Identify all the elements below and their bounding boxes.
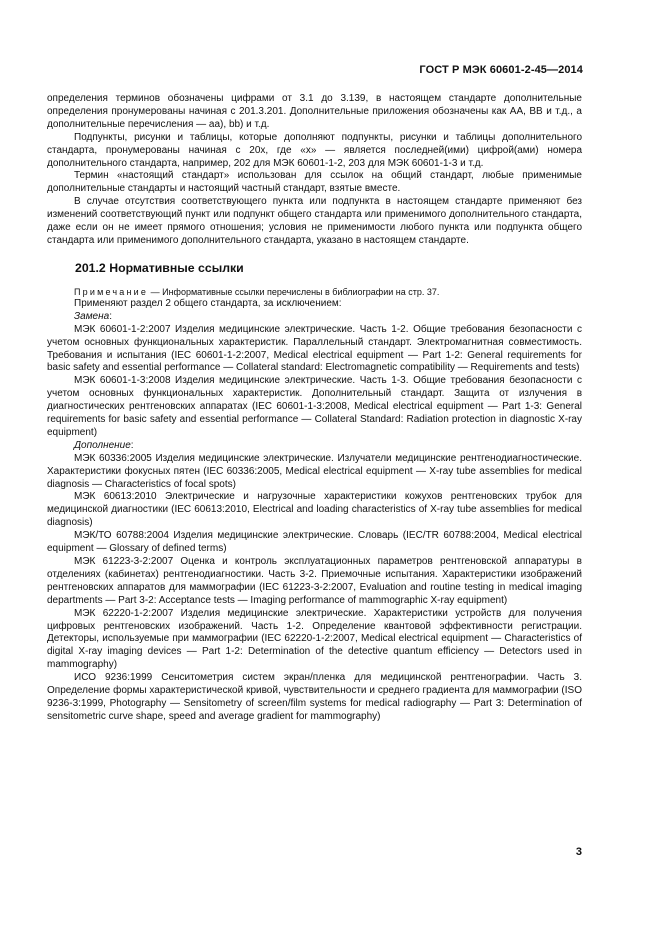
section-heading: 201.2 Нормативные ссылки bbox=[75, 260, 244, 275]
reference-iec-61223-3-2: МЭК 61223-3-2:2007 Оценка и контроль эксплуатационных параметров рентгеновской аппаратуры в отделениях (кабинетах) рентгенодиагностики. Часть 3-2. Приемочные испытания. Характеристики изображений рентгеновских аппаратов для маммографии (IEC 61223-3-2:2007, Evaluation and routine testing in medical imaging departments — Part 3-2: Acceptance tests — Imaging performance of mammographic X-ray equipment) bbox=[47, 556, 582, 606]
note bbox=[47, 286, 582, 298]
note-text: — Информативные ссылки перечислены в библиографии на стр. 37. bbox=[148, 286, 440, 297]
note-label: Примечание bbox=[74, 286, 149, 297]
replacement-label: Замена bbox=[74, 310, 110, 322]
reference-iec-60613: МЭК 60613:2010 Электрические и нагрузочные характеристики кожухов рентгеновских трубок для медицинской диагностики (IEC 60613:2010, Electrical and loading characteristics of X-ray tube assemblies for medical diagnosis) bbox=[47, 491, 582, 529]
replacement-label-line bbox=[47, 311, 582, 324]
addition-label-line bbox=[47, 440, 582, 453]
reference-iso-9236-3: ИСО 9236:1999 Сенситометрия систем экран/пленка для медицинской рентгенографии. Часть 3. Определение формы характеристической кривой, чувствительности и среднего градиента для маммографии (ISO 9236-3:1999, Photography — Sensitometry of screen/film systems for medical radiography — Part 3: Determination of sensitometric curve shape, speed and average gradient for mammography) bbox=[47, 672, 582, 722]
reference-iec-60601-1-3: МЭК 60601-1-3:2008 Изделия медицинские электрические. Часть 1-3. Общие требования безопасности с учетом основных функциональных характеристик. Дополнительный стандарт. Защита от излучения в диагностических рентгеновских аппаратах (IEC 60601-1-3:2008, Medical electrical equipment — Part 1-3: General requirements for basic safety and essential performance — Collateral Standard: Radiation protection in diagnostic X-ray equipment) bbox=[47, 375, 582, 438]
addition-label: Дополнение bbox=[74, 439, 131, 451]
reference-iec-62220-1-2: МЭК 62220-1-2:2007 Изделия медицинские электрические. Характеристики устройств для получения цифровых рентгеновских изображений. Часть 1-2. Определение квантовой эффективности регистрации. Детекторы, используемые при маммографии (IEC 62220-1-2:2007, Medical electrical equipment — Characteristics of digital X-ray imaging devices — Part 1-2: Determination of the detective quantum efficiency — Detectors used in mammography) bbox=[47, 607, 582, 671]
intro-paragraph-4: В случае отсутствия соответствующего пункта или подпункта в настоящем стандарте применяют без изменений соответствующий пункт или подпункт общего стандарта или применимого дополнительного стандарта, даже если он не имеет прямого отношения; условия не применимости любого пункта или подпункта общего стандарта или применимого дополнительного стандарта, указано в настоящем стандарте. bbox=[47, 196, 582, 246]
page-number: 3 bbox=[575, 846, 582, 858]
reference-iec-60336: МЭК 60336:2005 Изделия медицинские электрические. Излучатели медицинские рентгенодиагностические. Характеристики фокусных пятен (IEC 60336:2005, Medical electrical equipment — X-ray tube assemblies for medical diagnosis — Characteristics of focal spots) bbox=[47, 452, 582, 490]
document-header: ГОСТ Р МЭК 60601-2-45—2014 bbox=[419, 64, 583, 76]
intro-paragraph-2: Подпункты, рисунки и таблицы, которые дополняют подпункты, рисунки и таблицы дополнительного стандарта, пронумерованы начиная с 20х, где «х» — является последней(ими) цифрой(ами) номера дополнительного стандарта, например, 202 для МЭК 60601-1-2, 203 для МЭК 60601-1-3 и т.д. bbox=[47, 131, 582, 169]
replacement-colon: : bbox=[109, 310, 112, 322]
document-body bbox=[47, 93, 582, 724]
addition-colon: : bbox=[130, 439, 134, 451]
applies-paragraph: Применяют раздел 2 общего стандарта, за исключением: bbox=[74, 297, 342, 309]
reference-iec-60601-1-2: МЭК 60601-1-2:2007 Изделия медицинские электрические. Часть 1-2. Общие требования безопасности с учетом основных функциональных характеристик. Параллельный стандарт. Электромагнитная совместимость. Требования и испытания (IEC 60601-1-2:2007, Medical electrical equipment — Part 1-2: General requirements for basic safety and essential performance — Collateral standard: Electromagnetic compatibility — Requirements and tests) bbox=[47, 323, 582, 374]
intro-paragraph-3: Термин «настоящий стандарт» использован для ссылок на общий стандарт, любые применимые дополнительные стандарты и настоящий частный стандарт, взятые вместе. bbox=[47, 170, 582, 195]
reference-iec-tr-60788: МЭК/ТО 60788:2004 Изделия медицинские электрические. Словарь (IEC/TR 60788:2004, Medical electrical equipment — Glossary of defined terms) bbox=[47, 530, 582, 555]
intro-paragraph-1: определения терминов обозначены цифрами от 3.1 до 3.139, в настоящем стандарте дополнительные определения пронумерованы начиная с 201.3.201. Дополнительные приложения обозначены как АА, ВВ и т.д., а дополнительные перечисления — аа), bb) и т.д. bbox=[47, 93, 582, 130]
